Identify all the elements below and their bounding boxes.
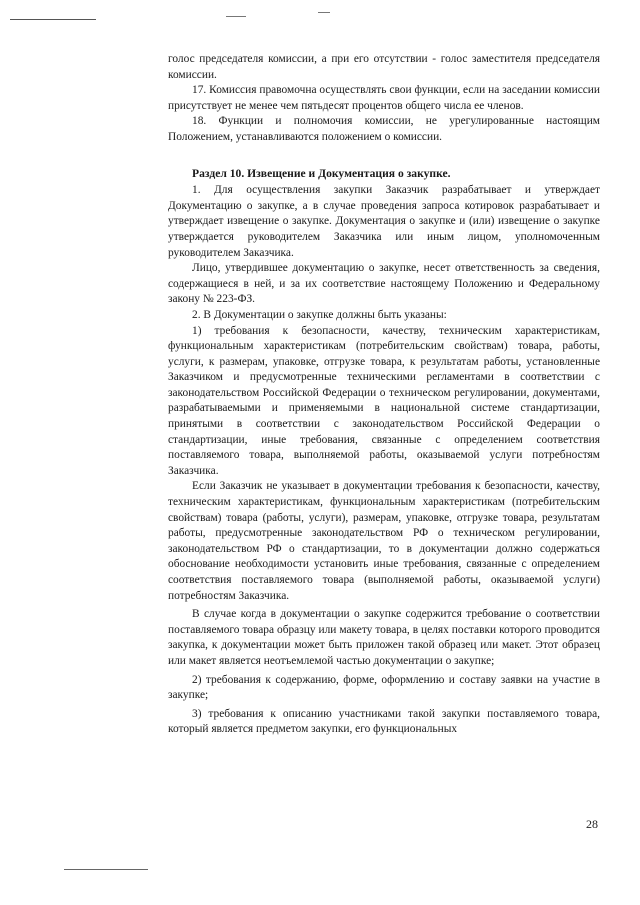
- paragraph-section-1: 1. Для осуществления закупки Заказчик разрабатывает и утверждает Документацию о закупке, а в случае проведения запроса котировок разрабатывает и утверждает извещение о закупке. Документация о закупке и (или) извещение о закупке утверждается руководителем Заказчика или иным лицом, уполномоченным руководителем Заказчика.: [168, 184, 600, 259]
- document-page: [168, 52, 600, 738]
- paragraph-continuation: голос председателя комиссии, а при его отсутствии - голос заместителя председателя комиссии.: [168, 53, 600, 81]
- paragraph-requirement-1: 1) требования к безопасности, качеству, техническим характеристикам, функциональным характеристикам (потребительским свойствам) товара, работы, услуги, к размерам, упаковке, отгрузке товара, к результатам работы, установленные Заказчиком и предусмотренные техническими регламентами в соответствии с законодательством Российской Федерации о техническом регулировании, документами, разрабатываемыми и применяемыми в национальной системе стандартизации, принятыми в соответствии с законодательством Российской Федерации о стандартизации, иные требования, связанные с определением соответствия поставляемого товара, выполняемой работы, оказываемой услуги потребностям Заказчика.: [168, 324, 600, 477]
- paragraph-section-2: 2. В Документации о закупке должны быть указаны:: [192, 308, 447, 321]
- section-heading: Раздел 10. Извещение и Документация о закупке.: [192, 166, 451, 180]
- paragraph-item-17: 17. Комиссия правомочна осуществлять свои функции, если на заседании комиссии присутствует не менее чем пятьдесят процентов общего числа ее членов.: [168, 84, 600, 112]
- paragraph-if-customer: Если Заказчик не указывает в документации требования к безопасности, качеству, техническим характеристикам, функциональным характеристикам (потребительским свойствам) товара (работы, услуги), размерам, упаковке, отгрузке товара, результатам работы, предусмотренные законодательством РФ о техническом регулировании, законодательством РФ о стандартизации, то в документации должно содержаться обоснование необходимости установить иные требования, связанные с определением соответствия поставляемого товара (выполняемой работы, оказываемой услуги) потребностям Заказчика.: [168, 480, 600, 602]
- scan-mark-left-top: [10, 19, 96, 20]
- paragraph-requirement-3: 3) требования к описанию участниками такой закупки поставляемого товара, который является предметом закупки, его функциональных: [168, 707, 600, 736]
- paragraph-item-18: 18. Функции и полномочия комиссии, не урегулированные настоящим Положением, устанавливаются положением о комиссии.: [168, 115, 600, 143]
- page-number: 28: [586, 817, 598, 831]
- paragraph-requirement-2: 2) требования к содержанию, форме, оформлению и составу заявки на участие в закупке;: [168, 673, 600, 702]
- scan-mark-top-right: [318, 12, 330, 13]
- paragraph-sample: В случае когда в документации о закупке содержится требование о соответствии поставляемого товара образцу или макету товара, в целях поставки которого проводится закупка, к документации может быть приложен такой образец или макет. Этот образец или макет является неотъемлемой частью документации о закупке;: [168, 608, 600, 667]
- scan-mark-bottom-left: [64, 869, 148, 870]
- paragraph-responsibility: Лицо, утвердившее документацию о закупке, несет ответственность за сведения, содержащиеся в ней, и за их соответствие настоящему Положению и Федеральному закону № 223-ФЗ.: [168, 262, 600, 306]
- scan-mark-top-center: [226, 16, 246, 17]
